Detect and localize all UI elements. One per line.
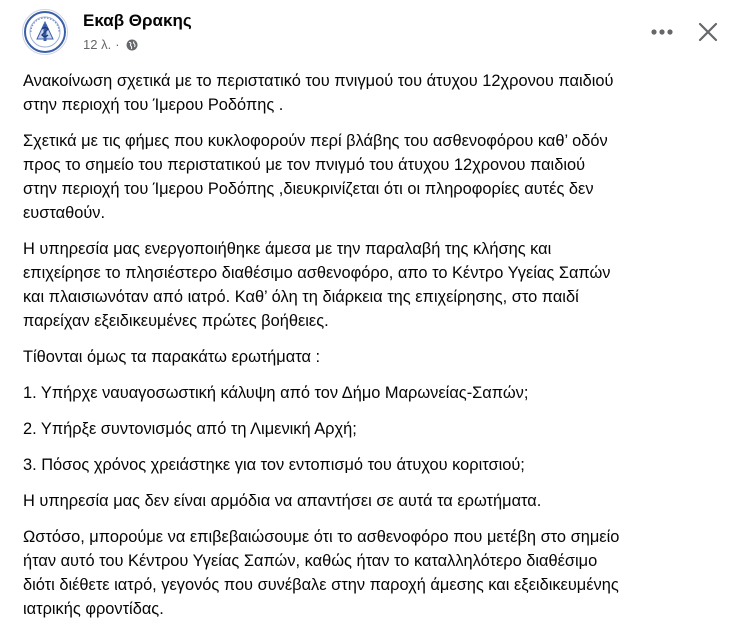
more-horizontal-icon	[650, 28, 674, 36]
post-time[interactable]: 12 λ.	[83, 37, 112, 52]
post-question-3: 3. Πόσος χρόνος χρειάστηκε για τον εντοπισμό του άτυχου κοριτσιού;	[23, 456, 525, 474]
post-paragraph-announcement: Ανακοίνωση σχετικά με το περιστατικό του πνιγμού του άτυχου 12χρονου παιδιού στην περιοχή του Ίμερου Ροδόπης .	[23, 72, 614, 114]
post-paragraph-response: Η υπηρεσία μας ενεργοποιήθηκε άμεσα με την παραλαβή της κλήσης και επιχείρησε το πλησιέστερο διαθέσιμο ασθενοφόρο, απο το Κέντρο Υγείας Σαπών και πλαισιωνόταν από ιατρό. Καθ’ όλη τη διάρκεια της επιχείρησης, στο παιδί παρείχαν εξειδικευμένες πρώτες βοήθειες.	[23, 240, 611, 330]
globe-icon	[126, 39, 138, 51]
post-paragraph-questions-intro: Τίθονται όμως τα παρακάτω ερωτήματα :	[23, 348, 321, 366]
meta-separator: ·	[115, 37, 120, 52]
ekab-logo-icon	[23, 10, 67, 54]
post-paragraph-confirmation: Ωστόσο, μπορούμε να επιβεβαιώσουμε ότι το ασθενοφόρο που μετέβη στο σημείο ήταν αυτό του Κέντρου Υγείας Σαπών, καθώς ήταν το καταλληλότερο διαθέσιμο διότι διέθετε ιατρό, γεγονός που συνέβαλε στην παροχή άμεσης και εξειδικευμένης ιατρικής φροντίδας.	[23, 528, 620, 618]
page-name[interactable]: Εκαβ Θρακης	[83, 11, 192, 30]
post-header	[0, 0, 741, 64]
post-question-2: 2. Υπήρξε συντονισμός από τη Λιμενική Αρχή;	[23, 420, 357, 438]
post-meta	[83, 37, 138, 52]
avatar[interactable]	[22, 9, 68, 55]
close-button[interactable]	[693, 17, 723, 47]
more-options-button[interactable]	[646, 18, 678, 46]
close-icon	[698, 22, 718, 42]
post-paragraph-not-competent: Η υπηρεσία μας δεν είναι αρμόδια να απαντήσει σε αυτά τα ερωτήματα.	[23, 492, 542, 510]
post-paragraph-rumors: Σχετικά με τις φήμες που κυκλοφορούν περί βλάβης του ασθενοφόρου καθ’ οδόν προς το σημείο του περιστατικού με τον πνιγμό του άτυχου 12χρονου παιδιού στην περιοχή του Ίμερου Ροδόπης ,διευκρινίζεται ότι οι πληροφορίες αυτές δεν ευσταθούν.	[23, 132, 608, 222]
post-question-1: 1. Υπήρχε ναυαγοσωστική κάλυψη από τον Δήμο Μαρωνείας-Σαπών;	[23, 384, 529, 402]
post-body	[23, 69, 728, 633]
